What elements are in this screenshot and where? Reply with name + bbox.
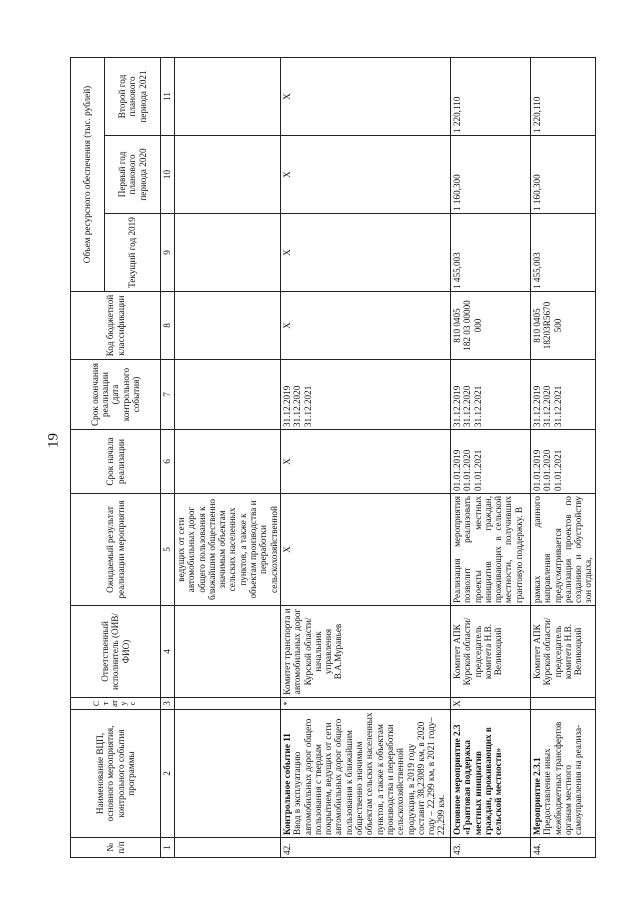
header-funding: Объем ресурсного обеспечения (тыс. рублей) — [71, 58, 105, 292]
row-end: 31.12.2019 31.12.2020 31.12.2021 — [530, 360, 595, 430]
col-number: 2 — [161, 710, 175, 838]
col-number: 8 — [161, 292, 175, 360]
header-result: Ожидаемый результат реализации мероприятия — [71, 494, 161, 606]
row-executor: Комитет АПК Курской области/председатель комитета Н.В. Великоцкий — [450, 606, 530, 698]
row-end: 31.12.2019 31.12.2020 31.12.2021 — [450, 360, 530, 430]
row-name-text: Ввод в эксплуатацию автомобильных дорог общего пользования с твердым покрытием, ведущих от сети автомобильных дорог общего пользования к ближайшим общественно значимым объектам сельских населенных пунктов, а также к объектам производства и переработки сельскохозяйственной продукции, в 2019 году составит 38,23089 км, в 2020 году – 22,299 км, в 2021 году– 22,299 км. — [292, 712, 447, 835]
rotated-table-wrapper — [70, 58, 594, 858]
table-row — [450, 58, 530, 858]
header-row-1 — [71, 58, 105, 858]
row-2020: 1 160,300 — [450, 136, 530, 214]
col-number: 6 — [161, 430, 175, 494]
row-num: 44. — [530, 838, 595, 858]
header-executor: Ответственный исполнитель (ОИВ/ФИО) — [71, 606, 161, 698]
row-kbk: 810 0405 182 03 00000 000 — [450, 292, 530, 360]
col-number: 7 — [161, 360, 175, 430]
header-name: Наименование ВЦП, основного мероприятия, контрольного события программы — [71, 710, 161, 838]
table-row — [530, 58, 595, 858]
header-status: Статус — [71, 698, 161, 710]
row-2019: 1 455,003 — [450, 214, 530, 292]
row-2021: 1 220,110 — [450, 58, 530, 136]
row-name-bold: Контрольное событие 11 — [281, 733, 292, 835]
row-name — [530, 710, 595, 838]
row-result: X — [280, 494, 450, 606]
row-2020: 1 160,300 — [530, 136, 595, 214]
row-executor: Комитет транспорта и автомобильных дорог Курской области/ начальник управления В.А.Муравьев — [280, 606, 450, 698]
col-number: 3 — [161, 698, 175, 710]
row-status — [530, 698, 595, 710]
col-number: 11 — [161, 58, 175, 136]
program-table — [70, 57, 596, 858]
row-kbk: X — [280, 292, 450, 360]
header-start: Срок начала реализации — [71, 430, 161, 494]
row-name-bold: Мероприятие 2.3.1 — [531, 757, 542, 835]
header-2019: Текущий год 2019 — [105, 214, 161, 292]
row-result: Реализация мероприятия позволит реализовать проекты местных инициатив граждан, проживающих в сельской местности, получивших грантовую поддержку. В — [450, 494, 530, 606]
row-2021: X — [280, 58, 450, 136]
col-number: 10 — [161, 136, 175, 214]
col-number: 9 — [161, 214, 175, 292]
col-number: 5 — [161, 494, 175, 606]
header-2021: Второй год планового периода 2021 — [105, 58, 161, 136]
col-number: 1 — [161, 838, 175, 858]
continuation-row — [175, 58, 281, 858]
page-number: 19 — [45, 433, 62, 448]
column-number-row — [161, 58, 175, 858]
row-num: 43. — [450, 838, 530, 858]
header-2020: Первый год планового периода 2020 — [105, 136, 161, 214]
row-2019: X — [280, 214, 450, 292]
row-name — [280, 710, 450, 838]
row-result: рамках данного направления предусматривается реализация проектов по созданию и обустройству зон отдыха, — [530, 494, 595, 606]
row-name-bold: Основное мероприятие 2.3 «Грантовая поддержка местных инициатив граждан, проживающих в сельской местности» — [450, 710, 530, 838]
row-start: 01.01.2019 01.01.2020 01.01.2021 — [530, 430, 595, 494]
row-start: 01.01.2019 01.01.2020 01.01.2021 — [450, 430, 530, 494]
row-name-text: Предоставление иных межбюджетных трансфертов органам местного самоуправления на реализа- — [542, 721, 584, 835]
row-kbk: 810 0405 18203R5670 500 — [530, 292, 595, 360]
continuation-result: ведущих от сети автомобильных дорог общего пользования к ближайшим общественно значимым объектам сельских населенных пунктов, а также к объектам производства и переработки сельскохозяйственной — [175, 494, 281, 606]
row-start: X — [280, 430, 450, 494]
row-status: X — [450, 698, 530, 710]
header-num: № п/п — [71, 838, 161, 858]
row-2019: 1 455,003 — [530, 214, 595, 292]
table-row — [280, 58, 450, 858]
header-kbk: Код бюджетной классификации — [71, 292, 161, 360]
row-executor: Комитет АПК Курской области/председатель комитета Н.В. Великоцкий — [530, 606, 595, 698]
row-num: 42. — [280, 838, 450, 858]
row-status: * — [280, 698, 450, 710]
header-end: Срок окончания реализации (дата контрольного события) — [71, 360, 161, 430]
col-number: 4 — [161, 606, 175, 698]
row-2021: 1 220,110 — [530, 58, 595, 136]
row-end: 31.12.2019 31.12.2020 31.12.2021 — [280, 360, 450, 430]
row-2020: X — [280, 136, 450, 214]
